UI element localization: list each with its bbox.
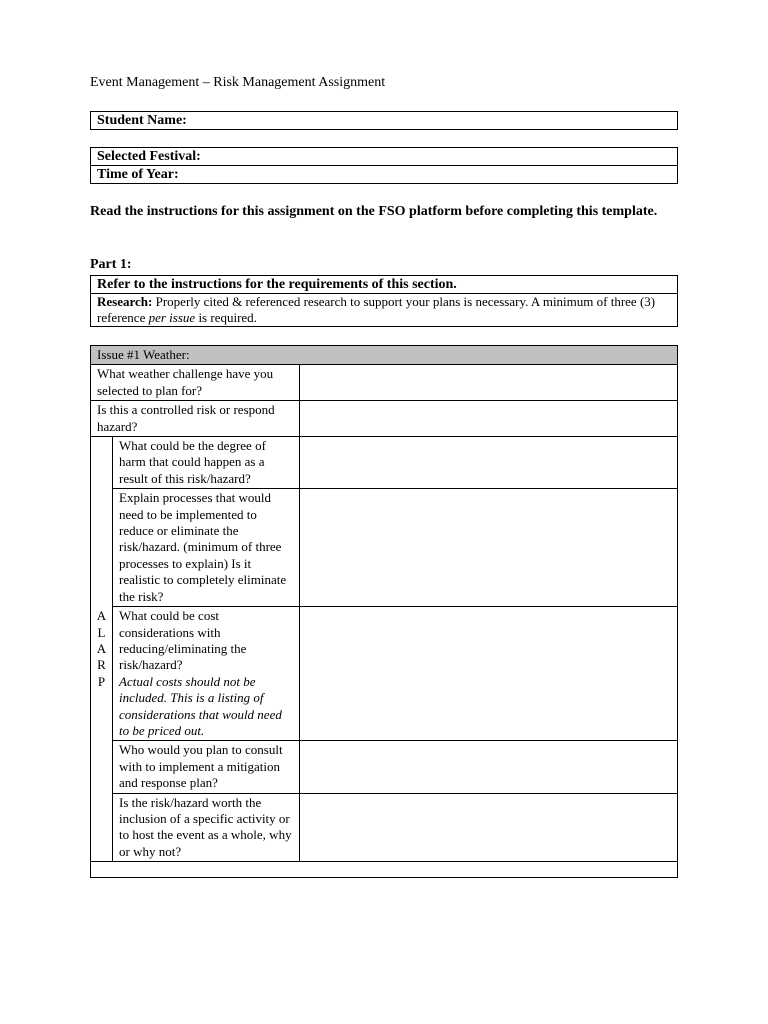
answer-degree-of-harm[interactable]	[300, 437, 678, 489]
answer-worth-inclusion[interactable]	[300, 793, 678, 862]
document-title: Event Management – Risk Management Assignment	[90, 75, 386, 90]
answer-consult[interactable]	[300, 741, 678, 793]
part-label: Part 1:	[90, 257, 132, 272]
part-1-table	[90, 275, 678, 327]
alarp-letter: P	[97, 673, 106, 689]
alarp-vertical-label	[91, 437, 113, 862]
alarp-letter: R	[97, 657, 106, 673]
question-processes: Explain processes that would need to be implemented to reduce or eliminate the risk/hazard. (minimum of three processes to explain) Is it realistic to completely eliminate the risk?	[113, 489, 300, 607]
research-text-2: is required.	[195, 310, 257, 325]
answer-processes[interactable]	[300, 489, 678, 607]
part-header: Refer to the instructions for the requirements of this section.	[91, 276, 678, 294]
instructions-text: Read the instructions for this assignment on the FSO platform before completing this template.	[90, 204, 658, 219]
question-degree-of-harm: What could be the degree of harm that could happen as a result of this risk/hazard?	[113, 437, 300, 489]
issue-footer-row[interactable]	[91, 862, 678, 878]
issue-1-table	[90, 345, 678, 878]
cost-note: Actual costs should not be included. This is a listing of considerations that would need to be priced out.	[119, 673, 282, 738]
answer-cost-considerations[interactable]	[300, 607, 678, 741]
answer-weather-challenge[interactable]	[300, 365, 678, 401]
issue-header: Issue #1 Weather:	[91, 346, 678, 365]
student-name-table	[90, 111, 678, 130]
question-cost-considerations	[113, 607, 300, 741]
student-name-label[interactable]: Student Name:	[91, 112, 678, 130]
alarp-letter: L	[97, 624, 106, 640]
research-italic: per issue	[148, 310, 196, 325]
selected-festival-label[interactable]: Selected Festival:	[91, 148, 678, 166]
question-worth-inclusion: Is the risk/hazard worth the inclusion of a specific activity or to host the event as a whole, why or why not?	[113, 793, 300, 862]
alarp-letter: A	[96, 608, 107, 624]
time-of-year-label[interactable]: Time of Year:	[91, 166, 678, 184]
answer-risk-type[interactable]	[300, 401, 678, 437]
question-risk-type: Is this a controlled risk or respond hazard?	[91, 401, 300, 437]
festival-table	[90, 147, 678, 184]
question-consult: Who would you plan to consult with to implement a mitigation and response plan?	[113, 741, 300, 793]
cost-question-text: What could be cost considerations with reducing/eliminating the risk/hazard?	[119, 608, 247, 673]
research-cell	[91, 294, 678, 327]
research-label: Research:	[97, 294, 153, 309]
alarp-letter: A	[96, 640, 107, 656]
question-weather-challenge: What weather challenge have you selected to plan for?	[91, 365, 300, 401]
research-text-1: Properly cited & referenced research to support your plans is necessary. A minimum of three (3) reference	[97, 294, 656, 325]
